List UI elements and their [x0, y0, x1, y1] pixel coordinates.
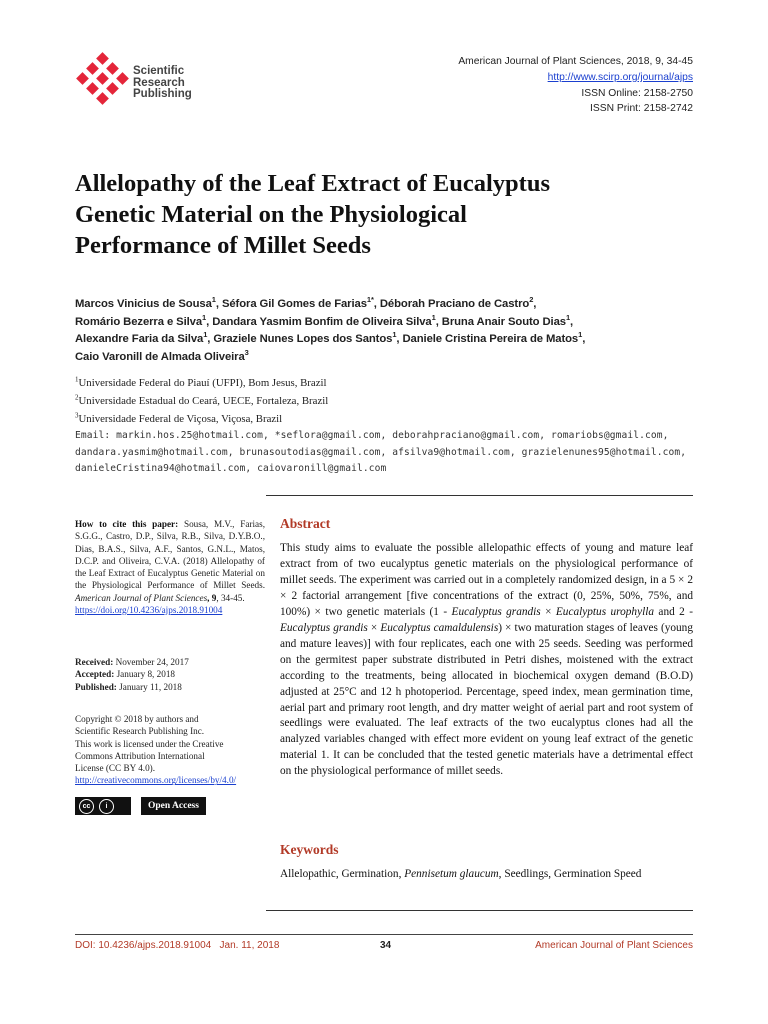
- publisher-name: Scientific Research Publishing: [133, 65, 192, 100]
- paper-title: Allelopathy of the Leaf Extract of Eucalyptus Genetic Material on the Physiological Performance of Millet Seeds: [75, 170, 550, 259]
- copyright-notice: Copyright © 2018 by authors and Scientific Research Publishing Inc. This work is licensed under the Creative Commons Attribution International License (CC BY 4.0). http://creativecommons.org/licenses/by/4.0/: [75, 714, 237, 786]
- published-date: Published: January 11, 2018: [75, 681, 182, 692]
- author-name: Déborah Praciano de Castro$^2$,: [379, 295, 537, 310]
- footer-doi: DOI: 10.4236/ajps.2018.91004 Jan. 11, 2018: [75, 940, 280, 951]
- author-list: [75, 296, 715, 366]
- email-line: dandara.yasmim@hotmail.com, brunasoutodias@gmail.com, afsilva9@hotmail.com, grazielenunes95@hotmail.com,: [75, 447, 687, 458]
- doi-link[interactable]: https://doi.org/10.4236/ajps.2018.91004: [75, 605, 223, 616]
- author-name: Daniele Cristina Pereira de Matos$^1$,: [402, 330, 586, 345]
- author-name: Marcos Vinicius de Sousa$^1$,: [75, 295, 222, 310]
- author-name: Alexandre Faria da Silva$^1$,: [75, 330, 214, 345]
- keywords-heading: Keywords: [280, 842, 339, 857]
- issn-online: ISSN Online: 2158-2750: [581, 88, 693, 99]
- author-name: Séfora Gil Gomes de Farias$^{1*}$,: [221, 295, 380, 310]
- abstract-heading: Abstract: [280, 516, 331, 531]
- keywords-text: Allelopathic, Germination, Pennisetum glaucum, Seedlings, Germination Speed: [280, 868, 642, 880]
- journal-reference: American Journal of Plant Sciences, 2018, 9, 34-45: [458, 56, 693, 67]
- open-access-badge: Open Access: [141, 797, 206, 815]
- affiliation: $^1$Universidade Federal do Piauí (UFPI), Bom Jesus, Brazil: [75, 375, 327, 389]
- email-line: danieleCristina94@hotmail.com, caiovaronill@gmail.com: [75, 463, 387, 474]
- affiliation: $^2$Universidade Estadual do Ceará, UECE, Fortaleza, Brazil: [75, 393, 329, 407]
- abstract-text: This study aims to evaluate the possible allelopathic effects of young and mature leaf extract from of two eucalyptus genetic materials on the physiological performance of millet seeds. The experiment was carried out in a completely randomized design, in a 5 × 2 × 2 factorial arrangement [five concentrations of the extract (0, 25%, 50%, 75%, and 100%) × two genetic materials (1 - Eucalyptus grandis × Eucalyptus urophylla and 2 - Eucalyptus grandis × Eucalyptus camaldulensis) × two maturation stages of leaves (young and mature leaves)] with four replicates, each one with 25 seeds. Seeding was performed on the germitest paper substrate distributed in Petri dishes, moistened with the extract according to the treatments, being allocated in biochemical oxygen demand (B.O.D) adjusted at 25°C and 12 h photoperiod. Percentage, speed index, mean germination time, aerial part and primary root length, and dry matter weight of aerial part and root system of seedlings were evaluated. The leaf extracts of the two eucalyptus clones had all the analyzed variables changed with effect more evident on young leaf extract of the genetic material 1. It can be concluded that the tested genetic materials have a detrimental effect on the physiological performance of millet seeds.: [280, 542, 693, 778]
- how-to-cite: How to cite this paper: Sousa, M.V., Farias, S.G.G., Castro, D.P., Silva, R.B., Silva, D.Y.B.O., Dias, B.A.S., Silva, A.F., Santos, G.N.L., Matos, D.C.P. and Oliveira, C.V.A. (2018) Allelopathy of the Leaf Extract of Eucalyptus Genetic Material on the Physiological Performance of Millet Seeds. American Journal of Plant Sciences, 9, 34-45. https://doi.org/10.4236/ajps.2018.91004: [75, 519, 265, 616]
- footer-journal: American Journal of Plant Sciences: [535, 940, 693, 951]
- page-number: 34: [380, 940, 392, 951]
- publication-dates: [75, 656, 265, 693]
- cc-by-badge-icon[interactable]: cc i: [75, 797, 131, 815]
- affiliation: $^3$Universidade Federal de Viçosa, Viçosa, Brazil: [75, 411, 283, 425]
- author-name: Dandara Yasmim Bonfim de Oliveira Silva$^1$,: [212, 312, 442, 328]
- author-name: Caio Varonill de Almada Oliveira$^3$: [75, 347, 249, 363]
- scirp-logo-icon: [76, 52, 132, 108]
- author-name: Graziele Nunes Lopes dos Santos$^1$,: [213, 330, 403, 345]
- abstract-bottom-rule: [266, 910, 693, 911]
- received-date: Received: November 24, 2017: [75, 657, 189, 667]
- author-name: Romário Bezerra e Silva$^1$,: [75, 312, 213, 328]
- accepted-date: Accepted: January 8, 2018: [75, 669, 176, 680]
- issn-print: ISSN Print: 2158-2742: [589, 103, 693, 114]
- journal-url-link[interactable]: http://www.scirp.org/journal/ajps: [547, 72, 693, 83]
- author-name: Bruna Anair Souto Dias$^1$,: [441, 312, 574, 328]
- email-line: Email: markin.hos.25@hotmail.com, *seflora@gmail.com, deborahpraciano@gmail.com, romariobs@gmail.com,: [75, 430, 669, 441]
- footer-rule: [75, 934, 693, 935]
- license-badges: [75, 797, 206, 815]
- license-link[interactable]: http://creativecommons.org/licenses/by/4.0/: [75, 775, 237, 786]
- abstract-top-rule: [266, 495, 693, 496]
